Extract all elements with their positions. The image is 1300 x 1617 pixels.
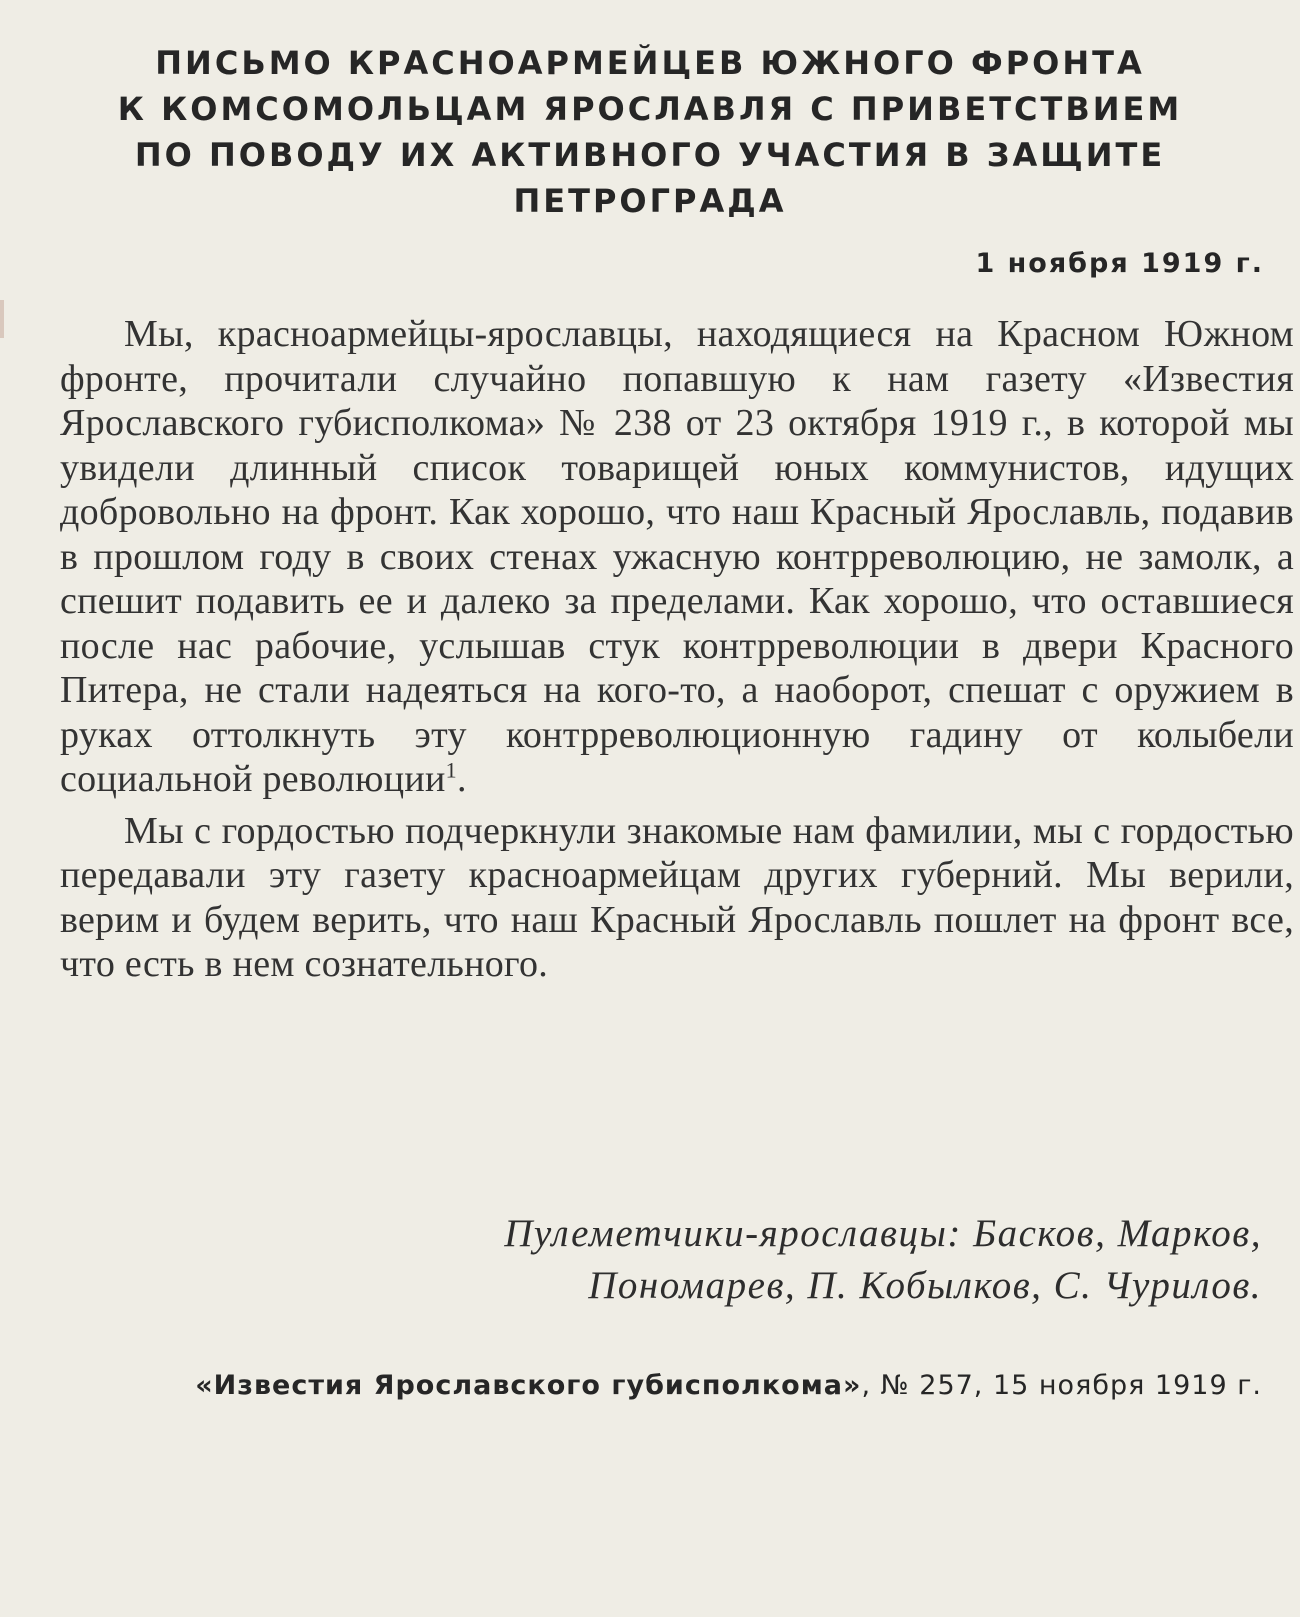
title-line: ПЕТРОГРАДА: [513, 182, 787, 220]
title-line: ПИСЬМО КРАСНОАРМЕЙЦЕВ ЮЖНОГО ФРОНТА: [155, 44, 1145, 82]
paper-edge-mark: [0, 300, 4, 338]
source-title: «Известия Ярославского губисполкома»: [195, 1370, 862, 1401]
signature-block: [262, 1208, 1262, 1312]
source-citation: [195, 1370, 1262, 1401]
letter-date: 1 ноября 1919 г.: [975, 248, 1264, 279]
paragraph: [60, 312, 1294, 802]
signature-line: Пономарев, П. Кобылков, С. Чурилов.: [588, 1264, 1262, 1307]
signature-line: Пулеметчики-ярославцы: Басков, Марков,: [504, 1212, 1262, 1255]
footnote-marker: 1: [445, 757, 457, 783]
source-details: , № 257, 15 ноября 1919 г.: [861, 1370, 1262, 1401]
title-line: ПО ПОВОДУ ИХ АКТИВНОГО УЧАСТИЯ В ЗАЩИТЕ: [134, 136, 1166, 174]
letter-body: [60, 312, 1294, 994]
paragraph-end: .: [456, 758, 467, 800]
document-title: [90, 40, 1210, 224]
title-line: К КОМСОМОЛЬЦАМ ЯРОСЛАВЛЯ С ПРИВЕТСТВИЕМ: [117, 90, 1183, 128]
paragraph-text: Мы с гордостью подчеркнули знакомые нам фамилии, мы с гордостью передавали эту газету красноармейцам других губерний. Мы верили, верим и будем верить, что наш Красный Ярославль пошлет на фронт все, что есть в нем сознательного.: [60, 809, 1294, 985]
paragraph-text: Мы, красноармейцы-ярославцы, находящиеся на Красном Южном фронте, прочитали случайно попавшую к нам газету «Известия Ярославского губисполкома» № 238 от 23 октября 1919 г., в которой мы увидели длинный список товарищей юных коммунистов, идущих добровольно на фронт. Как хорошо, что наш Красный Ярославль, подавив в прошлом году в своих стенах ужасную контрреволюцию, не замолк, а спешит подавить ее и далеко за пределами. Как хорошо, что оставшиеся после нас рабочие, услышав стук контрреволюции в двери Красного Питера, не стали надеяться на кого-то, а наоборот, спешат с оружием в руках оттолкнуть эту контрреволюционную гадину от колыбели социальной революции: [60, 313, 1294, 800]
paragraph: [60, 809, 1294, 987]
